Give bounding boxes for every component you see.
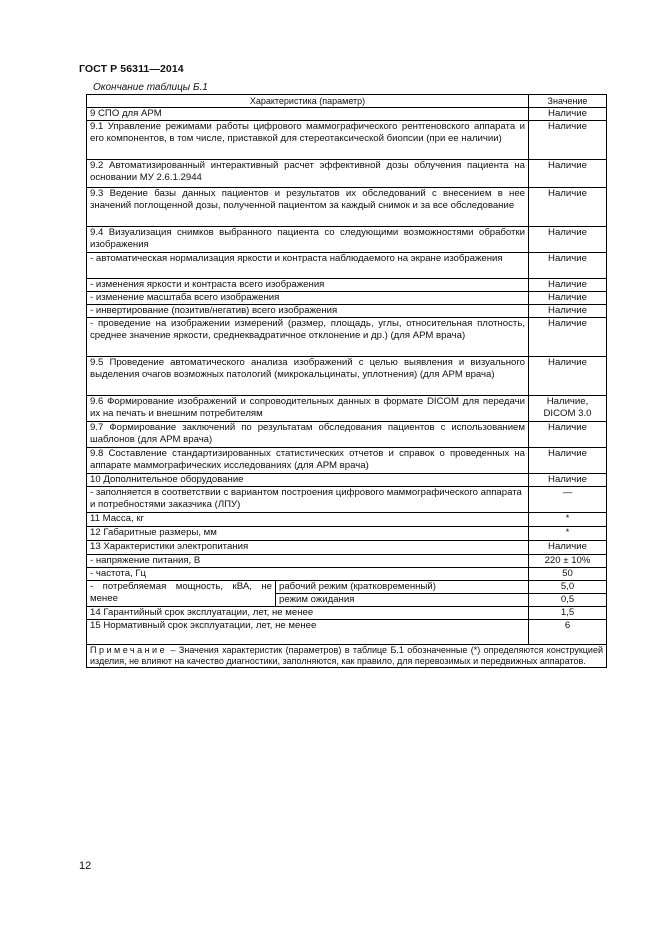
table-caption: Окончание таблицы Б.1 xyxy=(93,82,208,93)
row-characteristic: 9.4 Визуализация снимков выбранного пациента со следующими возможностями обработки изображения xyxy=(87,227,529,253)
table-row xyxy=(87,487,607,513)
table-row xyxy=(87,292,607,305)
row-characteristic: 15 Нормативный срок эксплуатации, лет, не менее xyxy=(87,620,529,645)
table-row xyxy=(87,620,607,645)
power-mode-label: рабочий режим (кратковременный) xyxy=(276,581,529,594)
row-characteristic: 14 Гарантийный срок эксплуатации, лет, не менее xyxy=(87,607,529,620)
table-row xyxy=(87,227,607,253)
table-row xyxy=(87,513,607,527)
row-characteristic: 9.7 Формирование заключений по результатам обследования пациентов с использованием шаблонов (для АРМ врача) xyxy=(87,422,529,448)
table-row xyxy=(87,527,607,541)
row-characteristic: - изменение масштаба всего изображения xyxy=(87,292,529,305)
row-value: Наличие xyxy=(529,108,607,121)
row-value-line: Наличие, xyxy=(546,396,589,407)
row-value: Наличие xyxy=(529,253,607,279)
table-note-row xyxy=(87,645,607,668)
row-value: — xyxy=(529,487,607,513)
row-value: 220 ± 10% xyxy=(529,555,607,568)
row-characteristic: 13 Характеристики электропитания xyxy=(87,541,529,555)
note-label: Примечание xyxy=(90,645,168,655)
row-value: 6 xyxy=(529,620,607,645)
row-value: Наличие xyxy=(529,160,607,188)
row-characteristic: 9.5 Проведение автоматического анализа изображений с целью выявления и визуального выделения очагов возможных патологий (микрокальцинаты, уплотнения) (для АРМ врача) xyxy=(87,357,529,396)
row-value-line: DICOM 3.0 xyxy=(543,407,592,419)
row-value: Наличие xyxy=(529,305,607,318)
row-characteristic: - заполняется в соответствии с вариантом построения цифрового маммографического аппарата и потребностями заказчика (ЛПУ) xyxy=(87,487,529,513)
row-value: Наличие xyxy=(529,121,607,160)
table-header-row xyxy=(87,95,607,108)
document-code: ГОСТ Р 56311—2014 xyxy=(79,63,184,75)
row-value: Наличие xyxy=(529,292,607,305)
row-value: Наличие xyxy=(529,474,607,487)
table-row xyxy=(87,448,607,474)
row-value: * xyxy=(529,527,607,541)
row-value: 50 xyxy=(529,568,607,581)
row-value: Наличие xyxy=(529,448,607,474)
row-value: Наличие xyxy=(529,318,607,357)
row-value: Наличие xyxy=(529,279,607,292)
col-header-value: Значение xyxy=(529,95,607,108)
row-characteristic: - напряжение питания, В xyxy=(87,555,529,568)
row-characteristic: 11 Масса, кг xyxy=(87,513,529,527)
table-row xyxy=(87,541,607,555)
row-characteristic: - изменения яркости и контраста всего изображения xyxy=(87,279,529,292)
row-characteristic: - проведение на изображении измерений (размер, площадь, углы, относительная плотность, среднее значение яркости, среднеквадратичное отклонение и др.) (для АРМ врача) xyxy=(87,318,529,357)
table-row xyxy=(87,160,607,188)
row-characteristic: 9.6 Формирование изображений и сопроводительных данных в формате DICOM для передачи их на печать и внешним потребителям xyxy=(87,396,529,422)
row-value: * xyxy=(529,513,607,527)
row-characteristic: - частота, Гц xyxy=(87,568,529,581)
note-text: – Значения характеристик (параметров) в таблице Б.1 обозначенные (*) определяются конструкцией изделия, не влияют на качество диагностики, заполняются, как правило, для перевозимых и передвижных аппаратов. xyxy=(90,645,603,666)
table-row xyxy=(87,357,607,396)
table-row xyxy=(87,422,607,448)
table-row xyxy=(87,108,607,121)
row-characteristic: - автоматическая нормализация яркости и контраста наблюдаемого на экране изображения xyxy=(87,253,529,279)
row-characteristic: 9.1 Управление режимами работы цифрового маммографического рентгеновского аппарата и его компонентов, в том числе, приставкой для стереотаксической биопсии (при ее наличии) xyxy=(87,121,529,160)
table-note xyxy=(87,645,607,668)
row-value: Наличие xyxy=(529,188,607,227)
row-characteristic: 9.3 Ведение базы данных пациентов и результатов их обследований с внесением в нее значений поглощенной дозы, полученной пациентом за каждый снимок и за все обследование xyxy=(87,188,529,227)
row-characteristic: 9.8 Составление стандартизированных статистических отчетов и справок о проведенных на аппарате маммографических исследованиях (для АРМ врача) xyxy=(87,448,529,474)
table-row xyxy=(87,555,607,568)
table-row xyxy=(87,607,607,620)
row-value: Наличие xyxy=(529,227,607,253)
table-row-power xyxy=(87,581,607,594)
table-row xyxy=(87,253,607,279)
row-value: 1,5 xyxy=(529,607,607,620)
row-value xyxy=(529,396,607,422)
table-row xyxy=(87,318,607,357)
row-value: Наличие xyxy=(529,541,607,555)
table-row xyxy=(87,279,607,292)
row-value: Наличие xyxy=(529,422,607,448)
table-row xyxy=(87,568,607,581)
table-row xyxy=(87,305,607,318)
col-header-characteristic: Характеристика (параметр) xyxy=(87,95,529,108)
table-row xyxy=(87,188,607,227)
table-row xyxy=(87,121,607,160)
spec-table xyxy=(86,94,607,668)
row-characteristic: 9 СПО для АРМ xyxy=(87,108,529,121)
table-row xyxy=(87,396,607,422)
power-mode-label: режим ожидания xyxy=(276,594,529,607)
row-characteristic: - инвертирование (позитив/негатив) всего изображения xyxy=(87,305,529,318)
page-number: 12 xyxy=(79,860,92,872)
table-row xyxy=(87,474,607,487)
row-value: Наличие xyxy=(529,357,607,396)
row-characteristic: - потребляемая мощность, кВА, не менее xyxy=(87,581,276,607)
row-value: 5,0 xyxy=(529,581,607,594)
row-characteristic: 10 Дополнительное оборудование xyxy=(87,474,529,487)
row-characteristic: 12 Габаритные размеры, мм xyxy=(87,527,529,541)
row-value: 0,5 xyxy=(529,594,607,607)
row-characteristic: 9.2 Автоматизированный интерактивный расчет эффективной дозы облучения пациента на основании МУ 2.6.1.2944 xyxy=(87,160,529,188)
